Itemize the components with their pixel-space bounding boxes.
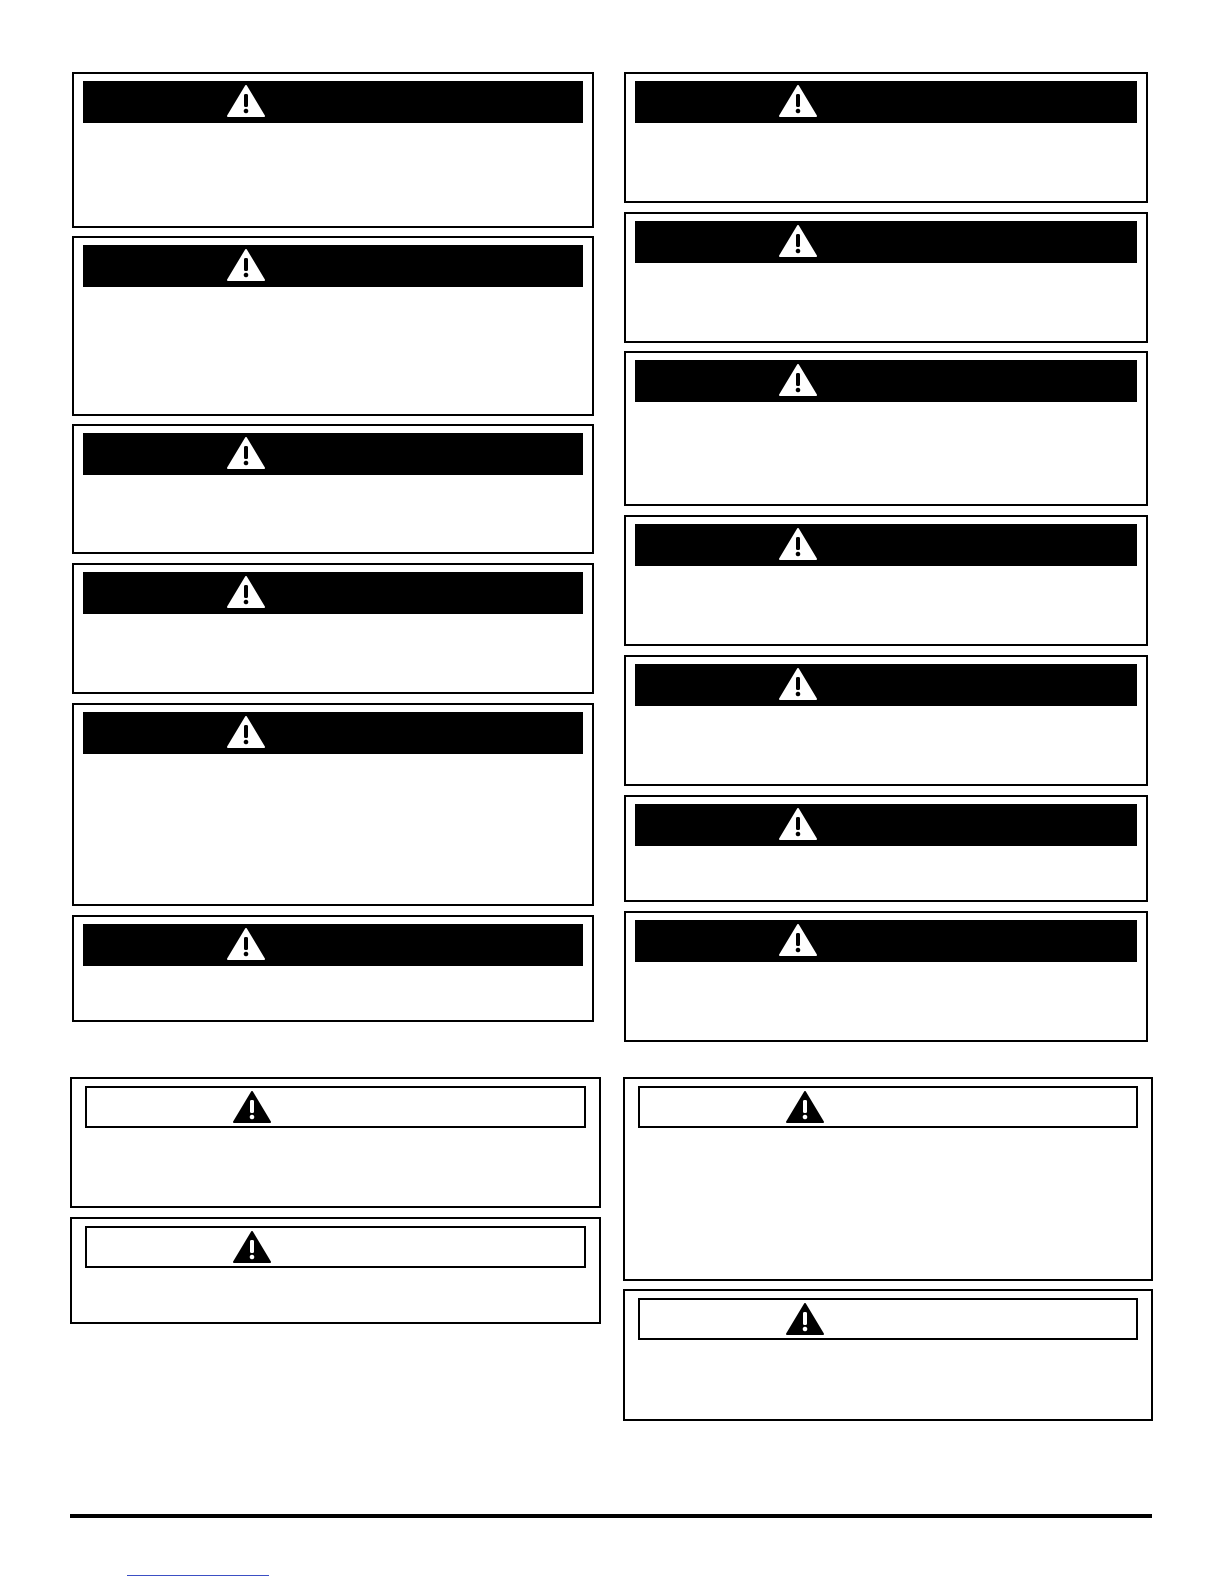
warning-text: [638, 270, 1134, 335]
caution-triangle-icon: [785, 1090, 825, 1124]
caution-triangle-icon: [232, 1090, 272, 1124]
warning-text: [86, 482, 580, 546]
warning-text: [638, 853, 1134, 894]
warning-text: [86, 761, 580, 898]
warning-text: [638, 409, 1134, 498]
warning-triangle-icon: [226, 575, 266, 609]
warning-box: [72, 915, 594, 1022]
caution-header-bar: [85, 1226, 586, 1268]
warning-box: [72, 563, 594, 694]
warning-text: [638, 130, 1134, 195]
warning-box: [72, 703, 594, 906]
warning-header-bar: [83, 81, 583, 123]
warning-text: [86, 621, 580, 686]
warning-triangle-icon: [778, 923, 818, 957]
warning-header-bar: [83, 712, 583, 754]
warning-triangle-icon: [778, 224, 818, 258]
warning-header-bar: [635, 221, 1137, 263]
warning-box: [624, 795, 1148, 902]
warning-text: [86, 973, 580, 1014]
caution-header-bar: [638, 1086, 1138, 1128]
warning-header-bar: [83, 924, 583, 966]
caution-header-bar: [638, 1298, 1138, 1340]
warning-box: [624, 72, 1148, 203]
warning-header-bar: [83, 572, 583, 614]
warning-text: [86, 294, 580, 408]
warning-triangle-icon: [778, 527, 818, 561]
warning-text: [638, 573, 1134, 638]
warning-box: [624, 515, 1148, 646]
footer-rule: [70, 1514, 1152, 1518]
caution-text: [84, 1135, 587, 1200]
warning-box: [72, 236, 594, 416]
warning-triangle-icon: [778, 807, 818, 841]
warning-box: [72, 424, 594, 554]
warning-box: [624, 911, 1148, 1042]
warning-triangle-icon: [226, 927, 266, 961]
warning-triangle-icon: [778, 667, 818, 701]
caution-header-bar: [85, 1086, 586, 1128]
warning-header-bar: [635, 524, 1137, 566]
caution-box: [70, 1217, 601, 1324]
warning-box: [624, 212, 1148, 343]
caution-text: [637, 1135, 1139, 1273]
warning-box: [624, 351, 1148, 506]
warning-text: [86, 130, 580, 220]
warning-triangle-icon: [226, 84, 266, 118]
caution-text: [84, 1275, 587, 1316]
warning-triangle-icon: [226, 436, 266, 470]
warning-box: [624, 655, 1148, 786]
warning-header-bar: [83, 245, 583, 287]
caution-text: [637, 1347, 1139, 1413]
warning-text: [638, 969, 1134, 1034]
warning-header-bar: [635, 664, 1137, 706]
footer-link-underline[interactable]: [127, 1575, 269, 1576]
warning-header-bar: [635, 360, 1137, 402]
warning-triangle-icon: [778, 84, 818, 118]
warning-triangle-icon: [226, 248, 266, 282]
warning-triangle-icon: [226, 715, 266, 749]
warning-header-bar: [83, 433, 583, 475]
warning-header-bar: [635, 804, 1137, 846]
caution-triangle-icon: [232, 1230, 272, 1264]
warning-header-bar: [635, 920, 1137, 962]
warning-header-bar: [635, 81, 1137, 123]
caution-box: [623, 1289, 1153, 1421]
caution-triangle-icon: [785, 1302, 825, 1336]
warning-box: [72, 72, 594, 228]
caution-box: [623, 1077, 1153, 1281]
warning-text: [638, 713, 1134, 778]
warning-triangle-icon: [778, 363, 818, 397]
caution-box: [70, 1077, 601, 1208]
